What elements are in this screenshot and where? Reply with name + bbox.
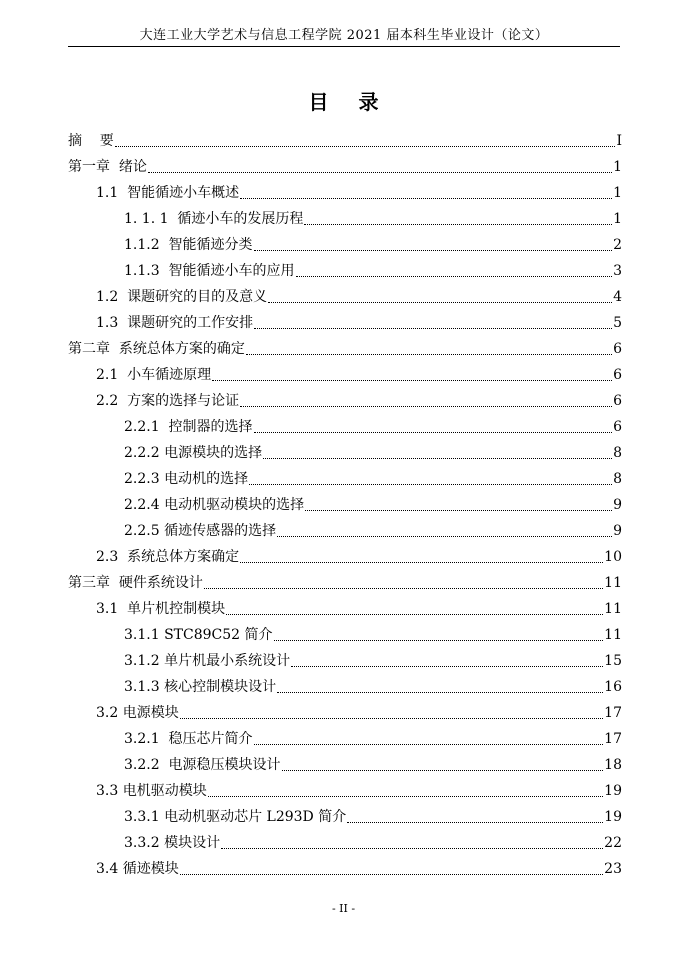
toc-entry-page: 4 <box>613 289 622 305</box>
toc-leader-dots <box>240 561 603 563</box>
toc-entry[interactable] <box>68 258 622 284</box>
toc-leader-dots <box>268 301 612 303</box>
toc-leader-dots <box>291 665 603 667</box>
toc-entry-label: 3.1 单片机控制模块 <box>96 601 226 617</box>
toc-entry-page: 17 <box>604 731 622 747</box>
toc-entry-label: 1.3 课题研究的工作安排 <box>96 315 254 331</box>
toc-entry-page: 1 <box>613 211 622 227</box>
toc-entry-page: 6 <box>613 419 622 435</box>
toc-entry-page: 2 <box>613 237 622 253</box>
toc-entry-label: 第一章 绪论 <box>68 159 147 175</box>
toc-entry-page: I <box>616 133 622 149</box>
toc-entry-label: 3.4 循迹模块 <box>96 861 179 877</box>
toc-entry-label: 2.3 系统总体方案确定 <box>96 549 240 565</box>
toc-entry[interactable] <box>68 544 622 570</box>
toc-entry-page: 23 <box>604 861 622 877</box>
toc-entry[interactable] <box>68 830 622 856</box>
toc-entry[interactable] <box>68 778 622 804</box>
toc-entry[interactable] <box>68 362 622 388</box>
toc-entry-page: 15 <box>604 653 622 669</box>
toc-entry[interactable] <box>68 622 622 648</box>
toc-entry[interactable] <box>68 804 622 830</box>
toc-leader-dots <box>274 639 604 641</box>
toc-entry-page: 17 <box>604 705 622 721</box>
toc-entry[interactable] <box>68 700 622 726</box>
toc-entry-page: 3 <box>613 263 622 279</box>
toc-entry-page: 5 <box>613 315 622 331</box>
toc-entry[interactable] <box>68 180 622 206</box>
toc-leader-dots <box>212 379 612 381</box>
toc-leader-dots <box>347 821 603 823</box>
toc-entry[interactable] <box>68 206 622 232</box>
toc-entry-label: 2.2.4 电动机驱动模块的选择 <box>124 497 305 513</box>
toc-entry-label: 1.1.2 智能循迹分类 <box>124 237 253 253</box>
toc-entry-page: 9 <box>613 523 622 539</box>
toc-entry-label: 2.1 小车循迹原理 <box>96 367 212 383</box>
toc-entry-page: 11 <box>604 575 622 591</box>
toc-entry[interactable] <box>68 310 622 336</box>
toc-leader-dots <box>277 691 603 693</box>
toc-entry[interactable] <box>68 596 622 622</box>
toc-entry-page: 1 <box>613 185 622 201</box>
toc-leader-dots <box>148 171 612 173</box>
toc-entry[interactable] <box>68 284 622 310</box>
toc-leader-dots <box>304 223 612 225</box>
toc-entry-page: 22 <box>604 835 622 851</box>
toc-entry-page: 6 <box>613 367 622 383</box>
toc-entry[interactable] <box>68 648 622 674</box>
toc-entry-label: 3.2.2 电源稳压模块设计 <box>124 757 281 773</box>
toc-leader-dots <box>277 535 612 537</box>
toc-entry-page: 11 <box>604 627 622 643</box>
toc-entry[interactable] <box>68 440 622 466</box>
toc-entry-page: 1 <box>613 159 622 175</box>
toc-entry-page: 9 <box>613 497 622 513</box>
toc-entry-page: 10 <box>604 549 622 565</box>
toc-leader-dots <box>240 197 612 199</box>
toc-entry-label: 第二章 系统总体方案的确定 <box>68 341 245 357</box>
toc-entry-label: 1.1.3 智能循迹小车的应用 <box>124 263 295 279</box>
toc-entry[interactable] <box>68 518 622 544</box>
toc-entry-page: 8 <box>613 471 622 487</box>
toc-entry-label: 1. 1. 1 循迹小车的发展历程 <box>124 211 304 227</box>
toc-entry-label: 3.2.1 稳压芯片简介 <box>124 731 253 747</box>
page-number: - II - <box>331 902 356 915</box>
toc-entry[interactable] <box>68 570 622 596</box>
toc-entry-label: 2.2.1 控制器的选择 <box>124 419 253 435</box>
toc-entry[interactable] <box>68 232 622 258</box>
toc-entry-page: 16 <box>604 679 622 695</box>
toc-entry[interactable] <box>68 414 622 440</box>
toc-entry-page: 19 <box>604 809 622 825</box>
toc-entry[interactable] <box>68 492 622 518</box>
toc-entry-label: 3.1.3 核心控制模块设计 <box>124 679 277 695</box>
toc-leader-dots <box>282 769 604 771</box>
toc-entry-label: 1.1 智能循迹小车概述 <box>96 185 240 201</box>
toc-entry-page: 6 <box>613 393 622 409</box>
toc-entry-page: 6 <box>613 341 622 357</box>
toc-leader-dots <box>254 249 613 251</box>
table-of-contents <box>68 128 622 882</box>
toc-entry[interactable] <box>68 674 622 700</box>
toc-leader-dots <box>240 405 612 407</box>
toc-entry-page: 8 <box>613 445 622 461</box>
toc-entry-label: 3.3 电机驱动模块 <box>96 783 207 799</box>
toc-leader-dots <box>305 509 612 511</box>
toc-entry-label: 摘 要 <box>68 133 114 149</box>
toc-entry[interactable] <box>68 154 622 180</box>
toc-leader-dots <box>208 795 603 797</box>
toc-title: 目录 <box>308 90 409 114</box>
toc-entry-label: 2.2.5 循迹传感器的选择 <box>124 523 277 539</box>
toc-entry-label: 3.3.2 模块设计 <box>124 835 221 851</box>
toc-entry[interactable] <box>68 752 622 778</box>
toc-entry-page: 18 <box>604 757 622 773</box>
toc-leader-dots <box>180 717 603 719</box>
toc-entry-label: 3.1.2 单片机最小系统设计 <box>124 653 291 669</box>
toc-entry-label: 2.2 方案的选择与论证 <box>96 393 240 409</box>
toc-leader-dots <box>254 327 612 329</box>
toc-leader-dots <box>246 353 612 355</box>
toc-entry-label: 2.2.3 电动机的选择 <box>124 471 249 487</box>
toc-leader-dots <box>226 613 603 615</box>
toc-leader-dots <box>254 431 613 433</box>
toc-entry[interactable] <box>68 726 622 752</box>
toc-entry-page: 11 <box>604 601 622 617</box>
toc-entry[interactable] <box>68 128 622 154</box>
toc-leader-dots <box>115 145 616 147</box>
toc-entry-label: 第三章 硬件系统设计 <box>68 575 203 591</box>
toc-entry-label: 1.2 课题研究的目的及意义 <box>96 289 268 305</box>
toc-leader-dots <box>263 457 612 459</box>
toc-leader-dots <box>204 587 603 589</box>
running-header: 大连工业大学艺术与信息工程学院 2021 届本科生毕业设计（论文） <box>139 28 549 43</box>
toc-entry-label: 3.2 电源模块 <box>96 705 179 721</box>
toc-entry[interactable] <box>68 336 622 362</box>
header-rule <box>68 46 620 47</box>
toc-entry[interactable] <box>68 388 622 414</box>
toc-leader-dots <box>221 847 603 849</box>
toc-entry-label: 3.1.1 STC89C52 简介 <box>124 627 273 643</box>
toc-leader-dots <box>180 873 603 875</box>
toc-entry-page: 19 <box>604 783 622 799</box>
toc-entry[interactable] <box>68 856 622 882</box>
toc-entry[interactable] <box>68 466 622 492</box>
toc-leader-dots <box>249 483 612 485</box>
toc-entry-label: 3.3.1 电动机驱动芯片 L293D 简介 <box>124 809 347 825</box>
toc-leader-dots <box>254 743 604 745</box>
toc-entry-label: 2.2.2 电源模块的选择 <box>124 445 263 461</box>
toc-leader-dots <box>296 275 613 277</box>
